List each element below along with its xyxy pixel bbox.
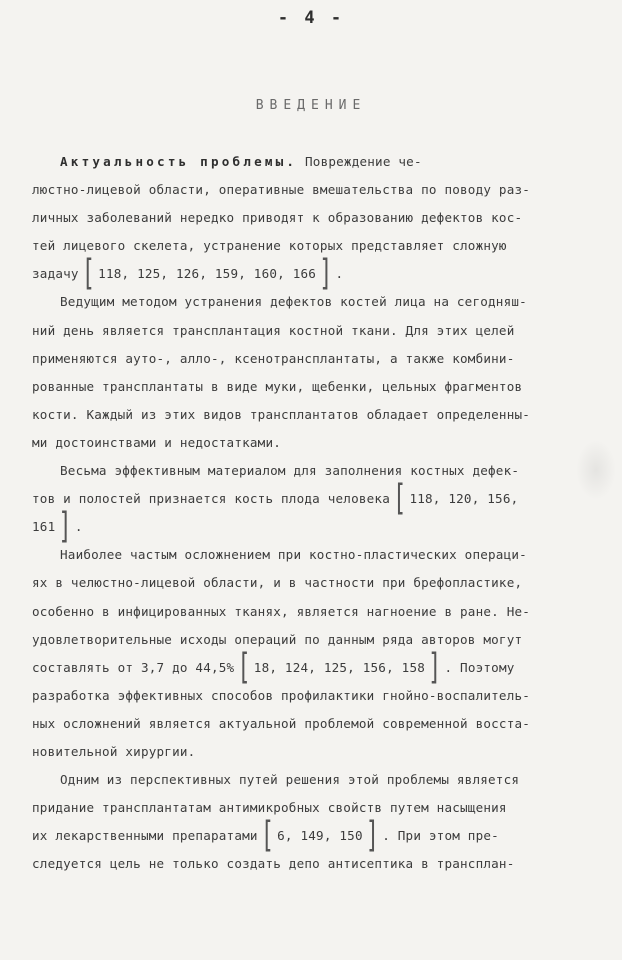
citation: 118, 120, 156, bbox=[409, 491, 519, 507]
paragraph-complications: Наиболее частым осложнением при костно-пластических операци- ях в челюстно-лицевой области, и в частности при брефопластике, особенно в инфицированных тканях, является нагноение в ране. Не- удовлетворительные исходы операций по данным ряда авторов могут составлять от 3,7 до 44,5% [ 18, 124, 125, 156, 158 ] . Поэтому разработка эффективных способов профилактики гнойно-воспалитель- ных осложнений является актуальной проблемой современной восста- новительной хирургии. bbox=[32, 547, 531, 759]
page-number: - 4 - bbox=[277, 8, 345, 28]
left-bracket: [ bbox=[260, 816, 275, 857]
citation: 18, 124, 125, 156, 158 bbox=[253, 659, 426, 675]
right-bracket: ] bbox=[319, 254, 333, 295]
right-bracket: ] bbox=[58, 507, 72, 548]
citation: 6, 149, 150 bbox=[277, 828, 363, 844]
paragraph-transplantation: Ведущим методом устранения дефектов костей лица на сегодняш- ний день является трансплантация костной ткани. Для этих целей применяются ауто-, алло-, ксенотрансплантаты, а также комбини- рованные трансплантаты в виде муки, щебенки, цельных фрагментов кости. Каждый из этих видов трансплантатов обладает определенны- ми достоинствами и недостатками. bbox=[32, 294, 531, 450]
right-bracket: ] bbox=[365, 816, 380, 857]
left-bracket: [ bbox=[237, 647, 251, 688]
body-text bbox=[32, 148, 598, 878]
left-bracket: [ bbox=[81, 254, 96, 295]
paragraph-fetal-bone: Весьма эффективным материалом для заполнения костных дефек- тов и полостей признается кость плода человека [ 118, 120, 156, 161 ] . bbox=[32, 463, 520, 548]
section-heading: ВВЕДЕНИЕ bbox=[255, 98, 367, 113]
right-bracket: ] bbox=[428, 647, 442, 688]
citation: 118, 125, 126, 159, 160, 166 bbox=[98, 266, 317, 282]
paragraph-relevance: Актуальность проблемы. Повреждение че- люстно-лицевой области, оперативные вмешательства по поводу раз- личных заболеваний нередко приводят к образованию дефектов кос- тей лицевого скелета, устранение которых представляет сложную задачу [ 118, 125, 126, 159, 160, 166 ] . bbox=[32, 154, 531, 295]
citation-continued: 161 bbox=[32, 519, 56, 535]
lead-phrase: Актуальность проблемы. bbox=[60, 154, 298, 169]
left-bracket: [ bbox=[392, 479, 407, 520]
paragraph-antimicrobial: Одним из перспективных путей решения этой проблемы является придание трансплантатам антимикробных свойств путем насыщения их лекарственными препаратами [ 6, 149, 150 ] . При этом пре- следуется цель не только создать депо антисептика в трансплан- bbox=[32, 772, 520, 872]
scan-smudge bbox=[576, 440, 616, 500]
